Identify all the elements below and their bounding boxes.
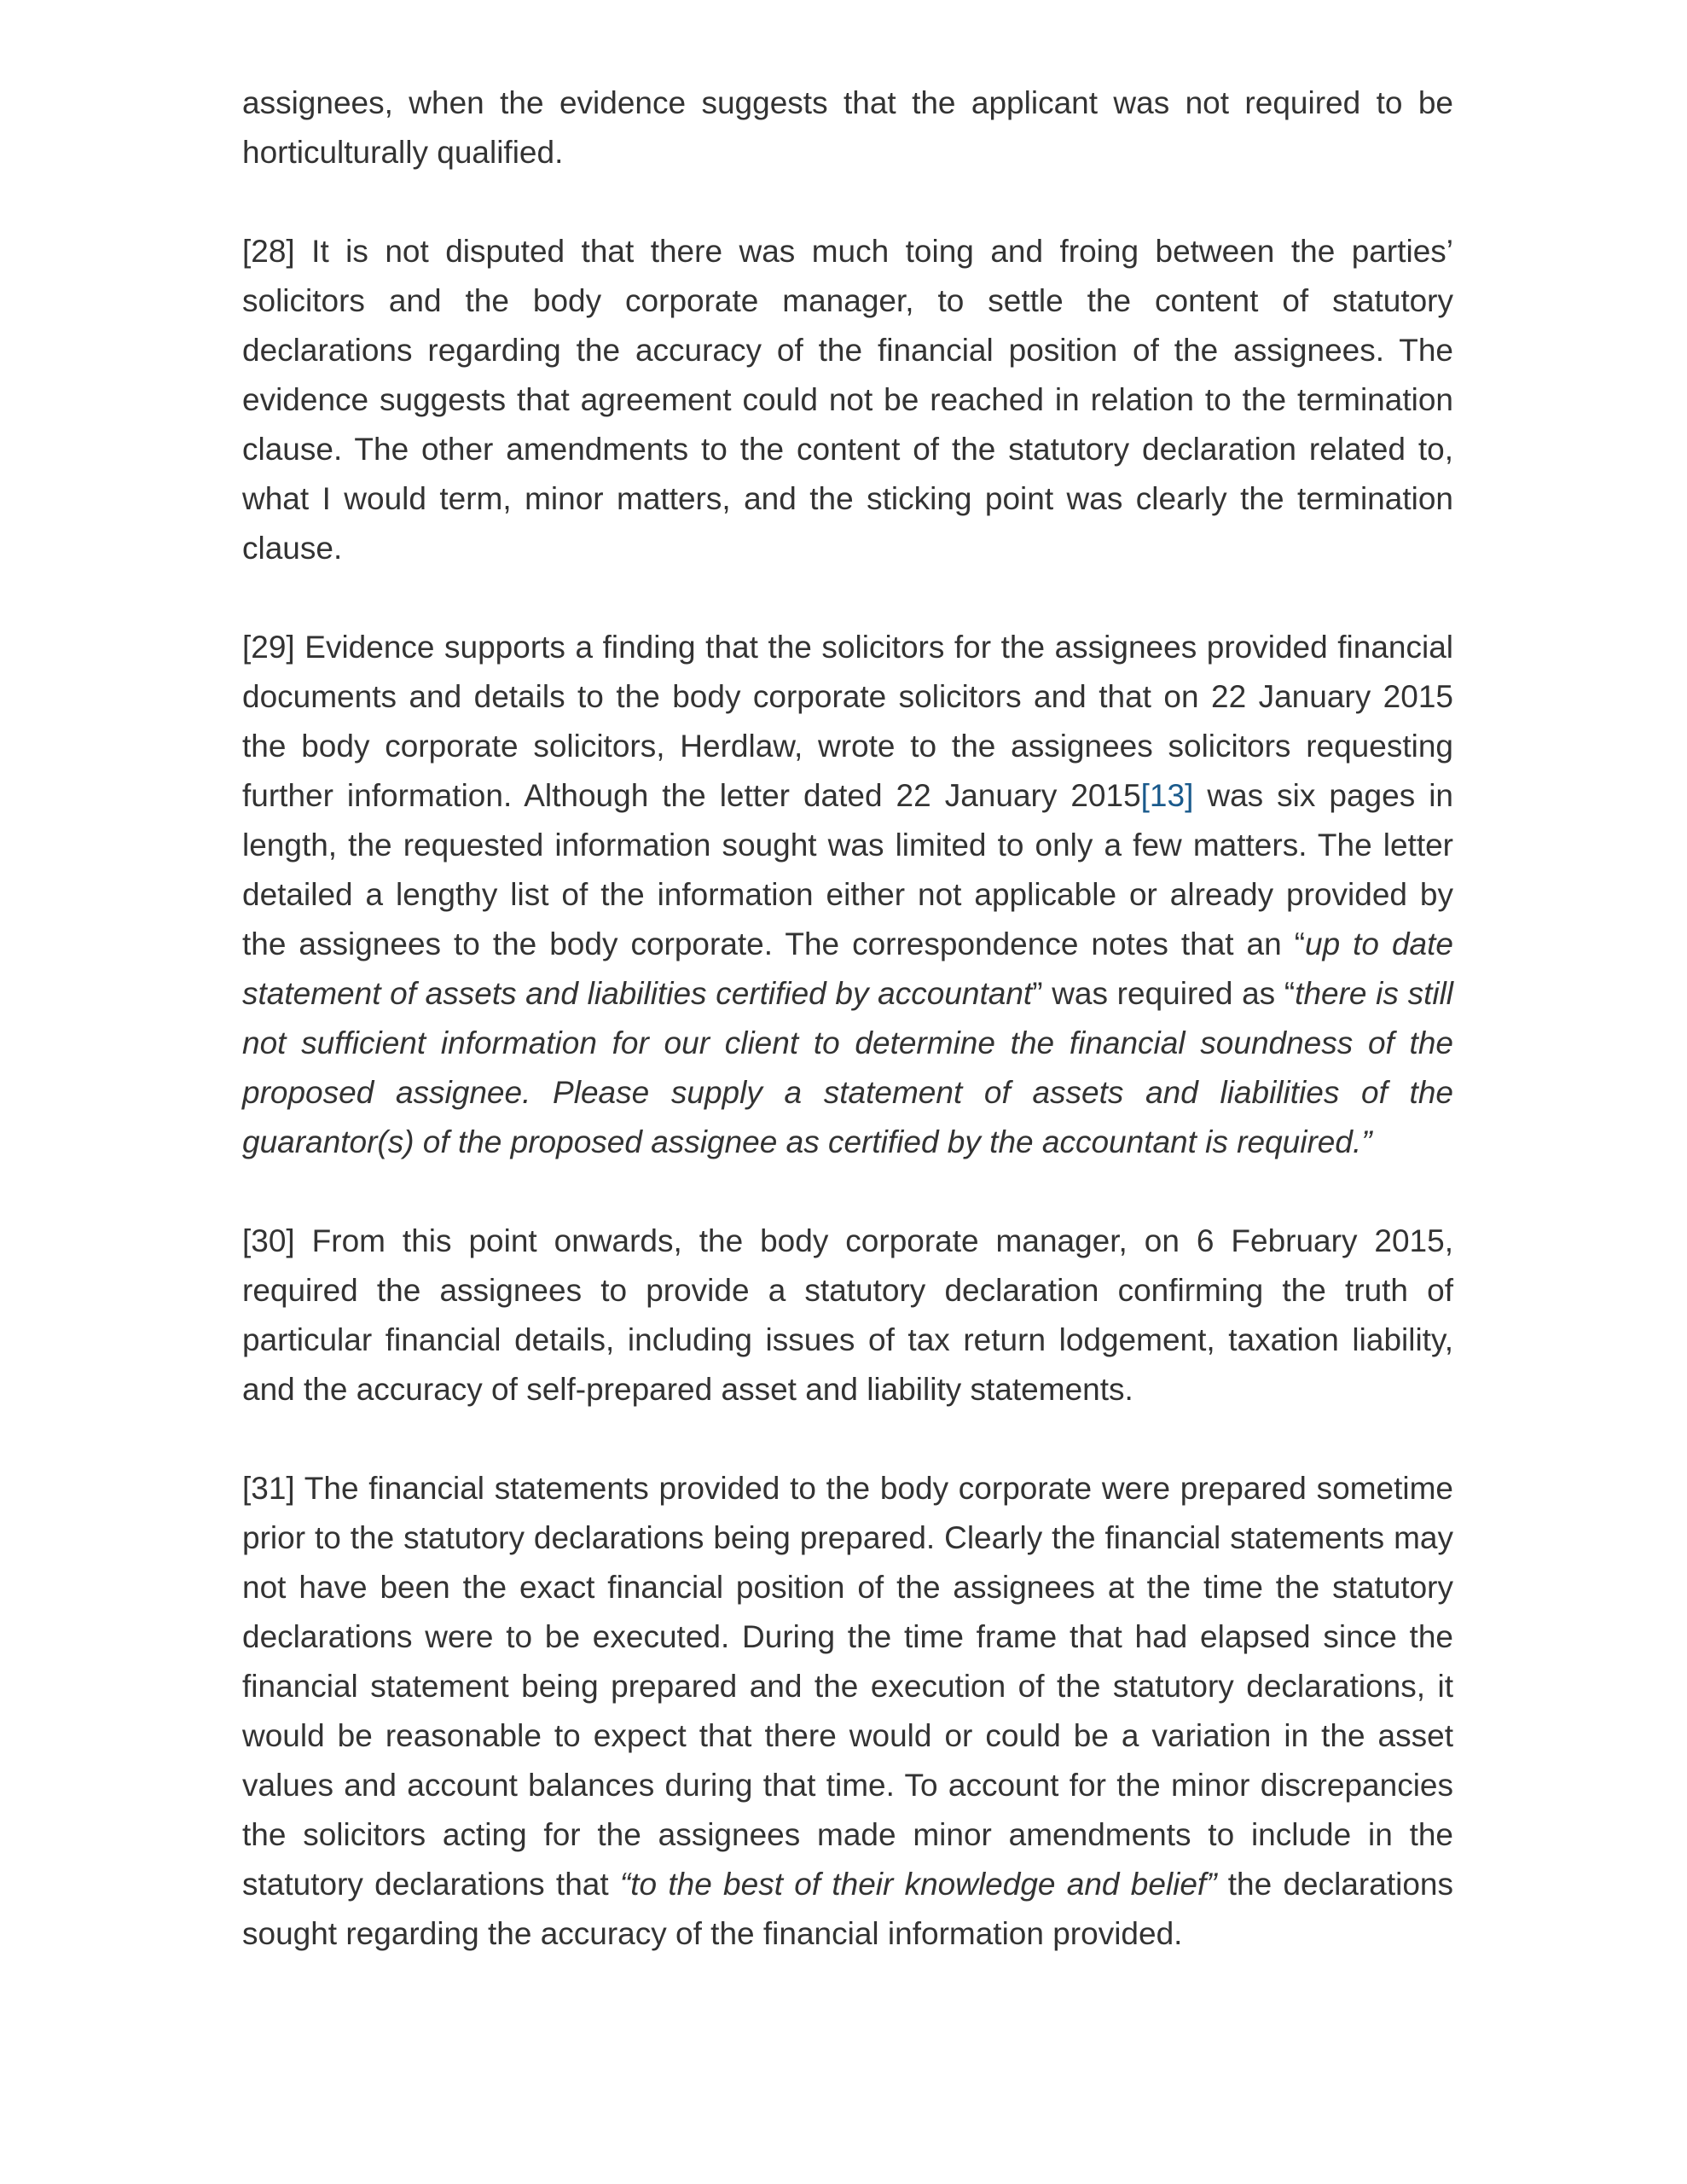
paragraph-30: [30] From this point onwards, the body corporate manager, on 6 February 2015, required the assignees to provide a statutory declaration confirming the truth of particular financial details, including issues of tax return lodgement, taxation liability, and the accuracy of self-prepared asset and liability statements. [242, 1223, 1453, 1407]
paragraph-28: [28] It is not disputed that there was much toing and froing between the parties’ solicitors and the body corporate manager, to settle the content of statutory declarations regarding the accuracy of the financial position of the assignees. The evidence suggests that agreement could not be reached in relation to the termination clause. The other amendments to the content of the statutory declaration related to, what I would term, minor matters, and the sticking point was clearly the termination clause. [242, 234, 1453, 566]
paragraph-continuation: assignees, when the evidence suggests that the applicant was not required to be horticulturally qualified. [242, 85, 1453, 170]
paragraph-29 [242, 623, 1453, 1167]
paragraph-31 [242, 1464, 1453, 1959]
paragraph-29-text-3: ” was required as “ [1032, 976, 1296, 1011]
paragraph-29-text-2: was six pages in length, the requested information sought was limited to only a few matters. The letter detailed a lengthy list of the information either not applicable or already provided by the assignees to the body corporate. The correspondence notes that an “ [242, 778, 1454, 961]
paragraph-29-quote-2: there is still not sufficient information for our client to determine the financial soundness of the proposed assignee. Please supply a statement of assets and liabilities of the guarantor(s) of the proposed assignee as certified by the accountant is required.” [242, 976, 1454, 1159]
paragraph-31-text-2: the declarations sought regarding the accuracy of the financial information provided. [242, 1867, 1453, 1951]
paragraph-31-text-1: [31] The financial statements provided to the body corporate were prepared sometime prior to the statutory declarations being prepared. Clearly the financial statements may not have been the exact financial position of the assignees at the time the statutory declarations were to be executed. During the time frame that had elapsed since the financial statement being prepared and the execution of the statutory declarations, it would be reasonable to expect that there would or could be a variation in the asset values and account balances during that time. To account for the minor discrepancies the solicitors acting for the assignees made minor amendments to include in the statutory declarations that [242, 1471, 1453, 1902]
paragraph-29-quote-1: up to date statement of assets and liabilities certified by accountant [242, 926, 1453, 1011]
document-body [242, 78, 1453, 1959]
paragraph-31-quote: “to the best of their knowledge and belief” [619, 1867, 1217, 1902]
paragraph-29-text-1: [29] Evidence supports a finding that the solicitors for the assignees provided financial documents and details to the body corporate solicitors and that on 22 January 2015 the body corporate solicitors, Herdlaw, wrote to the assignees solicitors requesting further information. Although the letter dated 22 January 2015 [242, 630, 1453, 813]
footnote-link-13[interactable]: [13] [1140, 778, 1194, 813]
